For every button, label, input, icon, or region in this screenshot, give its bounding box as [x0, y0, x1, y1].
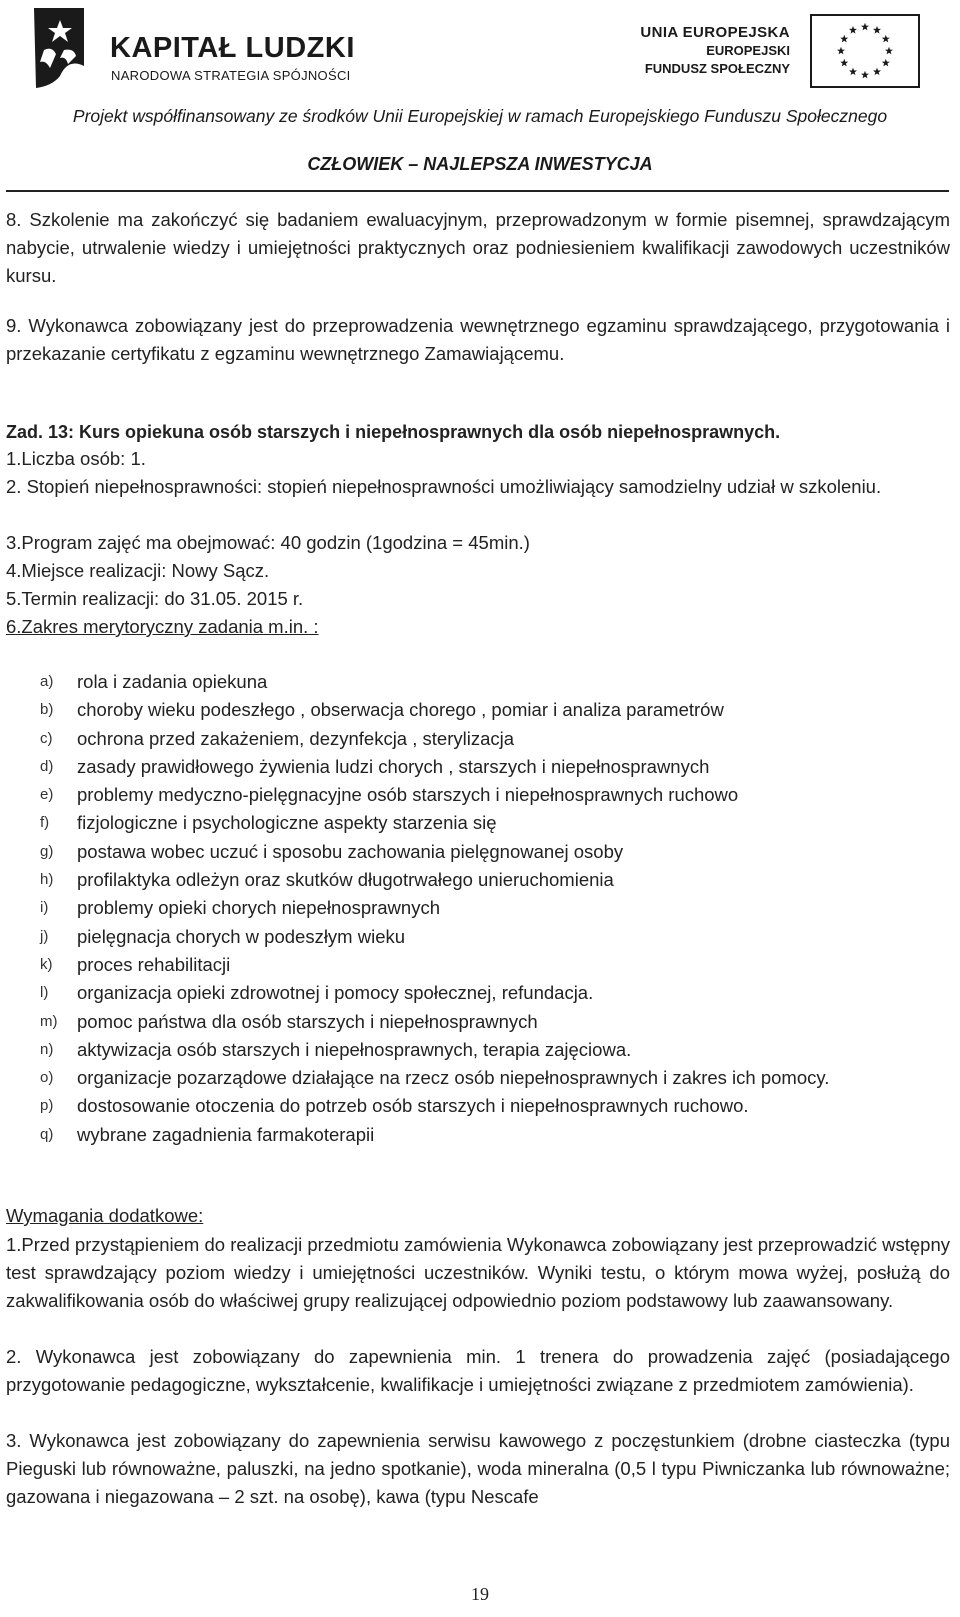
list-item	[40, 866, 940, 894]
list-item-text: organizacja opieki zdrowotnej i pomocy społecznej, refundacja.	[77, 982, 594, 1004]
list-item	[40, 838, 940, 866]
list-item	[40, 1008, 940, 1036]
task-item-2: 2. Stopień niepełnosprawności: stopień niepełnosprawności umożliwiający samodzielny udział w szkoleniu.	[6, 476, 882, 497]
list-item-text: aktywizacja osób starszych i niepełnosprawnych, terapia zajęciowa.	[77, 1038, 632, 1060]
list-item-text: problemy opieki chorych niepełnosprawnych	[77, 897, 440, 919]
task-title: Zad. 13: Kurs opiekuna osób starszych i niepełnosprawnych dla osób niepełnosprawnych.	[6, 422, 781, 442]
list-item-text: postawa wobec uczuć i sposobu zachowania pielęgnowanej osoby	[77, 840, 624, 862]
eu-flag-icon	[810, 14, 920, 88]
list-item-label: b)	[40, 701, 54, 719]
list-item-text: wybrane zagadnienia farmakoterapii	[77, 1123, 375, 1145]
list-item-text: pomoc państwa dla osób starszych i niepełnosprawnych	[77, 1010, 538, 1032]
list-item	[40, 923, 940, 951]
list-item-text: zasady prawidłowego żywienia ludzi chorych , starszych i niepełnosprawnych	[77, 755, 710, 777]
list-item	[40, 696, 940, 724]
list-item-text: pielęgnacja chorych w podeszłym wieku	[77, 925, 406, 947]
kapital-ludzki-title: KAPITAŁ LUDZKI	[110, 32, 355, 64]
requirement-2: 2. Wykonawca jest zobowiązany do zapewnienia min. 1 trenera do prowadzenia zajęć (posiadającego przygotowanie pedagogiczne, wykształcenie, kwalifikacje i umiejętności związane z przedmiotem zamówienia).	[6, 1346, 950, 1395]
list-item	[40, 809, 940, 837]
document-header	[0, 0, 960, 200]
kapital-ludzki-logo	[30, 6, 355, 92]
list-item	[40, 894, 940, 922]
page-number: 19	[471, 1584, 489, 1604]
task-item-1: 1.Liczba osób: 1.	[6, 448, 146, 469]
list-item-label: h)	[40, 871, 54, 889]
list-item	[40, 1092, 940, 1120]
list-item-text: proces rehabilitacji	[77, 953, 231, 975]
list-item-text: problemy medyczno-pielęgnacyjne osób starszych i niepełnosprawnych ruchowo	[77, 784, 739, 806]
list-item-label: m)	[40, 1012, 58, 1030]
list-item	[40, 725, 940, 753]
list-item	[40, 668, 940, 696]
list-item-text: ochrona przed zakażeniem, dezynfekcja , sterylizacja	[77, 727, 515, 749]
list-item	[40, 1036, 940, 1064]
list-item	[40, 753, 940, 781]
eu-logo-line-2: EUROPEJSKI	[706, 43, 790, 58]
list-item	[40, 1064, 940, 1092]
list-item-label: i)	[40, 899, 49, 917]
list-item-label: a)	[40, 673, 54, 690]
list-item-label: k)	[40, 955, 53, 973]
task-item-6: 6.Zakres merytoryczny zadania m.in. :	[6, 616, 319, 637]
list-item	[40, 1121, 940, 1149]
list-item-label: n)	[40, 1040, 54, 1058]
eu-logo	[640, 10, 920, 92]
list-item-text: rola i zadania opiekuna	[77, 671, 268, 692]
list-item	[40, 979, 940, 1007]
list-item	[40, 781, 940, 809]
list-item-label: f)	[40, 814, 50, 832]
list-item-label: g)	[40, 842, 54, 860]
list-item-label: q)	[40, 1125, 54, 1143]
list-item-label: d)	[40, 757, 54, 775]
list-item-label: j)	[40, 927, 49, 945]
list-item-text: choroby wieku podeszłego , obserwacja chorego , pomiar i analiza parametrów	[77, 699, 724, 721]
kapital-ludzki-figure-icon	[30, 6, 90, 90]
kapital-ludzki-subtitle: NARODOWA STRATEGIA SPÓJNOŚCI	[111, 68, 351, 83]
list-item	[40, 951, 940, 979]
list-item-label: e)	[40, 786, 54, 804]
task-item-3: 3.Program zajęć ma obejmować: 40 godzin (1godzina = 45min.)	[6, 532, 530, 553]
cofinancing-statement: Projekt współfinansowany ze środków Unii Europejskiej w ramach Europejskiego Funduszu Społecznego	[72, 106, 888, 126]
task-item-4: 4.Miejsce realizacji: Nowy Sącz.	[6, 560, 270, 581]
header-divider	[6, 190, 949, 192]
requirement-1: 1.Przed przystąpieniem do realizacji przedmiotu zamówienia Wykonawca zobowiązany jest przeprowadzić wstępny test sprawdzający poziom wiedzy i umiejętności uczestników. Wyniki testu, o którym mowa wyżej, posłużą do zakwalifikowania osób do właściwej grupy realizującej odpowiednio poziom podstawowy lub zaawansowany.	[6, 1234, 950, 1311]
paragraph-8: 8. Szkolenie ma zakończyć się badaniem ewaluacyjnym, przeprowadzonym w formie pisemnej, sprawdzającym nabycie, utrwalenie wiedzy i umiejętności praktycznych oraz podniesieniem kwalifikacji zawodowych uczestników kursu.	[6, 209, 950, 286]
program-slogan: CZŁOWIEK – NAJLEPSZA INWESTYCJA	[307, 154, 653, 174]
requirement-3: 3. Wykonawca jest zobowiązany do zapewnienia serwisu kawowego z poczęstunkiem (drobne ciasteczka (typu Pieguski lub równoważne, paluszki, na jedno spotkanie), woda mineralna (0,5 l typu Piwniczanka lub równoważne; gazowana i niegazowana – 2 szt. na osobę), kawa (typu Nescafe	[6, 1430, 950, 1507]
eu-logo-line-3: FUNDUSZ SPOŁECZNY	[644, 61, 790, 76]
task-item-5: 5.Termin realizacji: do 31.05. 2015 r.	[6, 588, 304, 609]
eu-logo-text	[640, 24, 790, 78]
list-item-label: c)	[40, 729, 53, 747]
list-item-text: fizjologiczne i psychologiczne aspekty starzenia się	[77, 812, 497, 834]
list-item-text: dostosowanie otoczenia do potrzeb osób starszych i niepełnosprawnych ruchowo.	[77, 1095, 749, 1117]
list-item-label: o)	[40, 1069, 54, 1087]
list-item-label: p)	[40, 1097, 54, 1115]
list-item-label: l)	[40, 984, 49, 1002]
topics-list	[40, 668, 940, 1149]
paragraph-9: 9. Wykonawca zobowiązany jest do przeprowadzenia wewnętrznego egzaminu sprawdzającego, przygotowania i przekazanie certyfikatu z egzaminu wewnętrznego Zamawiającemu.	[6, 315, 950, 364]
requirements-heading: Wymagania dodatkowe:	[6, 1205, 204, 1226]
eu-logo-line-1: UNIA EUROPEJSKA	[640, 24, 790, 41]
list-item-text: profilaktyka odleżyn oraz skutków długotrwałego unieruchomienia	[77, 869, 614, 891]
list-item-text: organizacje pozarządowe działające na rzecz osób niepełnosprawnych i zakres ich pomocy.	[77, 1067, 830, 1089]
